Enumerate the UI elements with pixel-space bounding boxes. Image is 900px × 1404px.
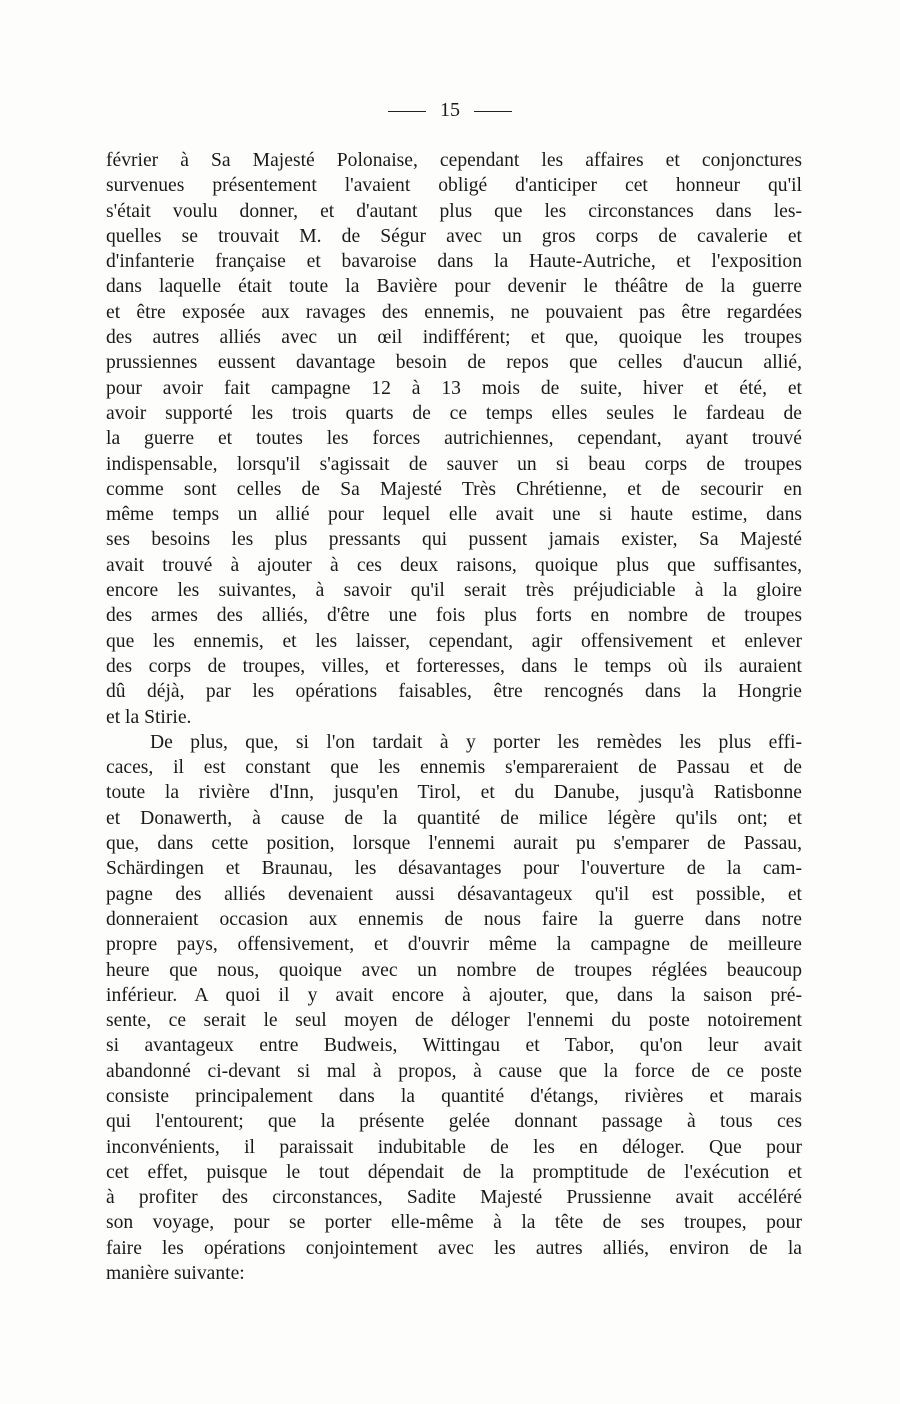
body-text — [106, 148, 802, 1286]
text-line: heure que nous, quoique avec un nombre de troupes réglées beaucoup — [106, 959, 802, 981]
text-line: dû déjà, par les opérations faisables, être rencognés dans la Hongrie — [106, 681, 802, 703]
text-line: dans laquelle était toute la Bavière pour devenir le théâtre de la guerre — [106, 276, 802, 298]
text-line: Schärdingen et Braunau, les désavantages pour l'ouverture de la cam- — [106, 858, 802, 880]
text-line: manière suivante: — [106, 1263, 245, 1285]
text-line: et être exposée aux ravages des ennemis, ne pouvaient pas être regardées — [106, 301, 802, 323]
text-line: caces, il est constant que les ennemis s'empareraient de Passau et de — [106, 757, 802, 779]
text-line: la guerre et toutes les forces autrichiennes, cependant, ayant trouvé — [106, 428, 802, 450]
text-line: à profiter des circonstances, Sadite Majesté Prussienne avait accéléré — [106, 1187, 802, 1209]
header-rule-right — [474, 111, 512, 112]
text-line: survenues présentement l'avaient obligé d'anticiper cet honneur qu'il — [106, 175, 802, 197]
text-line: pour avoir fait campagne 12 à 13 mois de suite, hiver et été, et — [106, 377, 802, 399]
text-line: que, dans cette position, lorsque l'ennemi aurait pu s'emparer de Passau, — [106, 833, 802, 855]
text-line: donneraient occasion aux ennemis de nous faire la guerre dans notre — [106, 908, 802, 930]
text-line: si avantageux entre Budweis, Wittingau et Tabor, qu'on leur avait — [106, 1035, 802, 1057]
text-line: encore les suivantes, à savoir qu'il serait très préjudiciable à la gloire — [106, 580, 802, 602]
text-line: abandonné ci-devant si mal à propos, à cause que la force de ce poste — [106, 1060, 802, 1082]
text-line: son voyage, pour se porter elle-même à la tête de ses troupes, pour — [106, 1212, 802, 1234]
text-line: cet effet, puisque le tout dépendait de la promptitude de l'exécution et — [106, 1161, 802, 1183]
header-rule-left — [388, 111, 426, 112]
text-line: inconvénients, il paraissait indubitable de les en déloger. Que pour — [106, 1136, 802, 1158]
page-header — [0, 98, 900, 122]
text-line: février à Sa Majesté Polonaise, cependant les affaires et conjonctures — [106, 150, 802, 171]
text-line: De plus, que, si l'on tardait à y porter les remèdes les plus effi- — [150, 731, 802, 753]
text-line: prussiennes eussent davantage besoin de repos que celles d'aucun allié, — [106, 352, 802, 374]
text-line: propre pays, offensivement, et d'ouvrir même la campagne de meilleure — [106, 934, 802, 956]
text-line: toute la rivière d'Inn, jusqu'en Tirol, et du Danube, jusqu'à Ratisbonne — [106, 782, 802, 804]
text-line: avoir supporté les trois quarts de ce temps elles seules le fardeau de — [106, 402, 802, 424]
text-line: même temps un allié pour lequel elle avait une si haute estime, dans — [106, 504, 802, 526]
text-line: que les ennemis, et les laisser, cependant, agir offensivement et enlever — [106, 630, 802, 652]
text-line: qui l'entourent; que la présente gelée donnant passage à tous ces — [106, 1111, 802, 1133]
text-line: des autres alliés avec un œil indifférent; et que, quoique les troupes — [106, 327, 802, 349]
text-line: comme sont celles de Sa Majesté Très Chrétienne, et de secourir en — [106, 478, 802, 500]
text-line: quelles se trouvait M. de Ségur avec un gros corps de cavalerie et — [106, 225, 802, 247]
paragraph — [106, 148, 802, 730]
text-line: et Donawerth, à cause de la quantité de milice légère qu'ils ont; et — [106, 807, 802, 829]
text-line: avait trouvé à ajouter à ces deux raisons, quoique plus que suffisantes, — [106, 554, 802, 576]
text-line: et la Stirie. — [106, 706, 192, 728]
page-number: 15 — [440, 99, 460, 121]
text-line: pagne des alliés devenaient aussi désavantageux qu'il est possible, et — [106, 883, 802, 905]
text-line: faire les opérations conjointement avec les autres alliés, environ de la — [106, 1237, 802, 1259]
text-line: sente, ce serait le seul moyen de déloger l'ennemi du poste notoirement — [106, 1010, 802, 1032]
text-line: d'infanterie française et bavaroise dans la Haute-Autriche, et l'exposition — [106, 251, 802, 273]
text-line: des armes des alliés, d'être une fois plus forts en nombre de troupes — [106, 605, 802, 627]
text-line: ses besoins les plus pressants qui pussent jamais exister, Sa Majesté — [106, 529, 802, 551]
text-line: indispensable, lorsqu'il s'agissait de sauver un si beau corps de troupes — [106, 453, 802, 475]
paragraph — [106, 730, 802, 1287]
text-line: inférieur. A quoi il y avait encore à ajouter, que, dans la saison pré- — [106, 984, 802, 1006]
text-line: consiste principalement dans la quantité d'étangs, rivières et marais — [106, 1085, 802, 1107]
text-line: s'était voulu donner, et d'autant plus que les circonstances dans les- — [106, 200, 802, 222]
text-line: des corps de troupes, villes, et forteresses, dans le temps où ils auraient — [106, 655, 802, 677]
